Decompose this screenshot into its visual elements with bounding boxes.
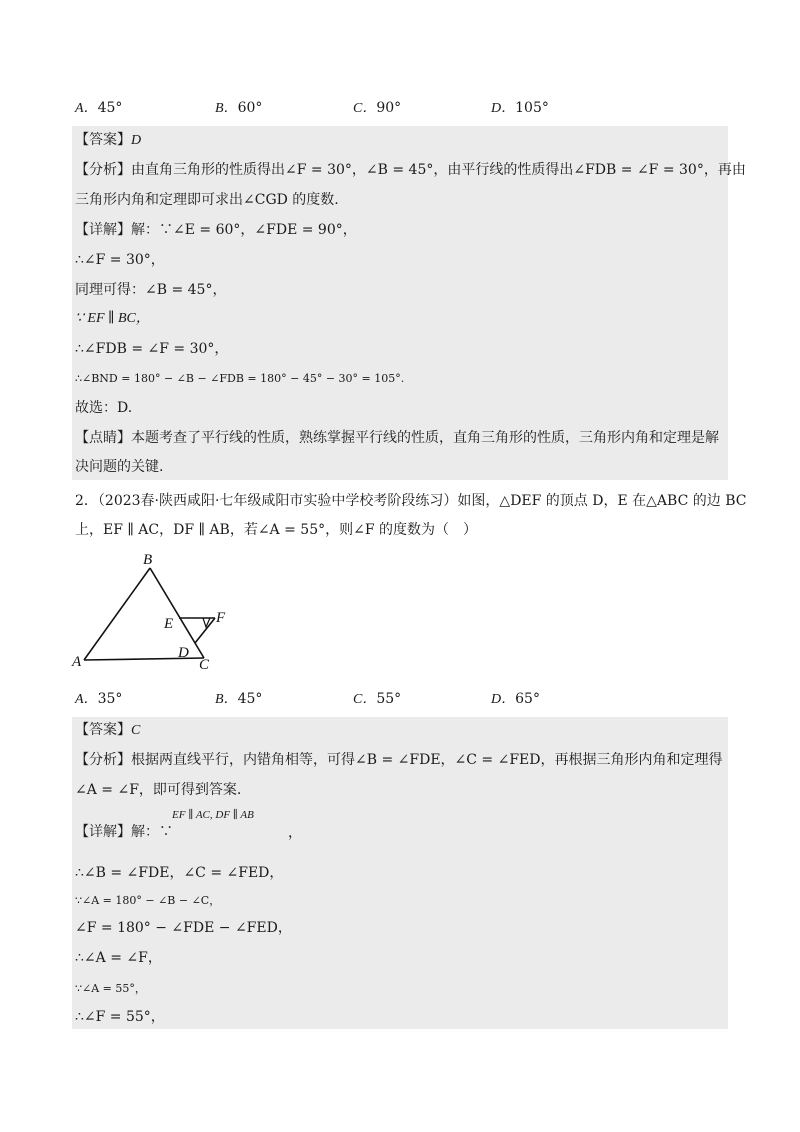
q2-stem-line-1: 2．（2023春·陕西咸阳·七年级咸阳市实验中学校考阶段练习）如图，△DEF 的顶点 D，E 在△ABC 的边 BC: [75, 493, 747, 509]
q1-detail-line-1: 【详解】解：∵∠E = 60°，∠FDE = 90°，: [75, 222, 357, 238]
q2-stem-line-2: 上，EF ∥ AC，DF ∥ AB，若∠A = 55°，则∠F 的度数为（ ）: [75, 522, 478, 538]
q1-answer: 【答案】D: [75, 132, 142, 148]
q2-analysis-line-2: ∠A = ∠F，即可得到答案.: [75, 782, 242, 798]
label-e: E: [164, 616, 174, 632]
segment-df: [195, 618, 215, 643]
label-d: D: [178, 645, 189, 661]
q2-detail-line-2: ∵∠A = 180° − ∠B − ∠C，: [75, 894, 221, 907]
q1-detail-line-5: ∴∠FDB = ∠F = 30°，: [75, 341, 229, 357]
q1-option-c[interactable]: C．90°: [353, 100, 402, 116]
q2-detail-line-1: ∴∠B = ∠FDE，∠C = ∠FED，: [75, 865, 284, 881]
q2-detail-line-6: ∴∠F = 55°，: [75, 1009, 165, 1025]
q2-answer: 【答案】C: [75, 722, 141, 738]
q2-options: [75, 689, 725, 709]
segment-ab: [84, 568, 150, 660]
q1-detail-line-6: ∴∠BND = 180° − ∠B − ∠FDB = 180° − 45° − 30° = 105°.: [75, 372, 405, 385]
q2-option-a[interactable]: A．35°: [75, 691, 123, 707]
q2-option-c[interactable]: C．55°: [353, 691, 402, 707]
q1-comment-line-2: 决问题的关键.: [75, 459, 164, 475]
label-b: B: [143, 552, 153, 568]
q1-option-a[interactable]: A．45°: [75, 100, 123, 116]
q2-detail-intro: 【详解】解：∵: [75, 824, 173, 840]
q1-detail-line-3: 同理可得：∠B = 45°，: [75, 282, 227, 298]
q1-option-d[interactable]: D．105°: [491, 100, 549, 116]
label-c: C: [199, 657, 210, 673]
q2-detail-line-5: ∵∠A = 55°，: [75, 982, 146, 995]
label-f: F: [216, 610, 226, 626]
q1-detail-line-2: ∴∠F = 30°，: [75, 252, 165, 268]
segment-bc: [150, 568, 204, 658]
q2-detail-line-3: ∠F = 180° − ∠FDE − ∠FED，: [75, 920, 292, 936]
q2-detail-given: EF ∥ AC, DF ∥ AB: [172, 809, 254, 821]
q2-detail-comma: ，: [288, 825, 302, 841]
q1-detail-line-4: ∵ EF ∥ BC，: [75, 311, 150, 326]
q1-analysis-line-1: 【分析】由直角三角形的性质得出∠F = 30°，∠B = 45°，由平行线的性质得出∠FDB = ∠F = 30°，再由: [75, 162, 746, 178]
q1-comment-line-1: 【点睛】本题考查了平行线的性质，熟练掌握平行线的性质，直角三角形的性质，三角形内角和定理是解: [75, 430, 719, 446]
q1-options: [75, 98, 725, 118]
q2-detail-line-4: ∴∠A = ∠F，: [75, 950, 162, 966]
q1-option-b[interactable]: B．60°: [215, 100, 263, 116]
q2-option-d[interactable]: D．65°: [491, 691, 540, 707]
label-a: A: [72, 654, 82, 670]
q2-option-b[interactable]: B．45°: [215, 691, 263, 707]
q1-detail-line-7: 故选：D.: [75, 400, 133, 416]
q1-analysis-line-2: 三角形内角和定理即可求出∠CGD 的度数.: [75, 192, 339, 208]
q2-analysis-line-1: 【分析】根据两直线平行，内错角相等，可得∠B = ∠FDE，∠C = ∠FED，再根据三角形内角和定理得: [75, 752, 723, 768]
q2-triangle-figure: [70, 548, 240, 676]
